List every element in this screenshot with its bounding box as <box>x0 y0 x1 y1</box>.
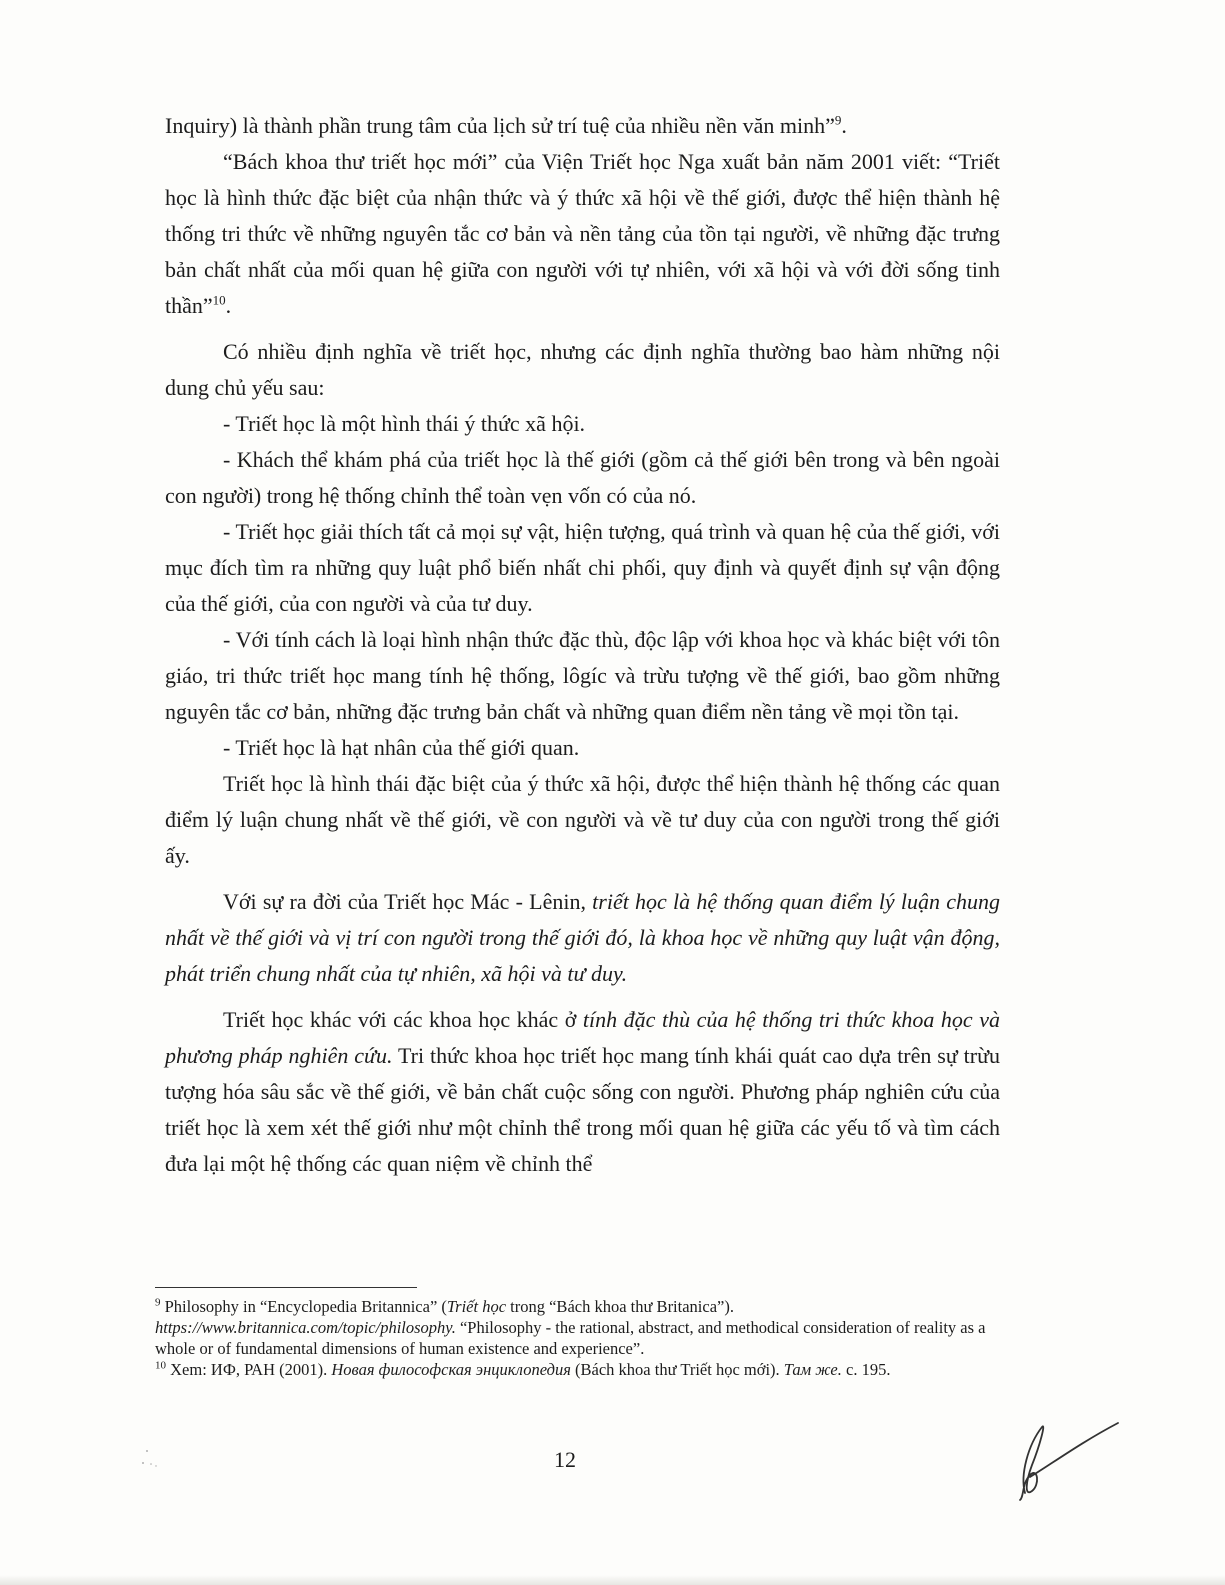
text-run: - Triết học là một hình thái ý thức xã hội. <box>223 411 586 436</box>
text-run: . <box>225 293 232 318</box>
signature-icon <box>980 1405 1120 1505</box>
paragraph <box>165 334 1000 406</box>
footnote <box>155 1359 990 1380</box>
text-run: (Bách khoa thư Triết học mới). <box>570 1360 784 1379</box>
italic-text: Новая философская энциклопедия <box>331 1360 571 1379</box>
italic-text: tính đặc thù của hệ thống tri thức khoa học và phương pháp nghiên cứu. <box>165 1007 1001 1068</box>
text-run: Triết học là hình thái đặc biệt của ý thức xã hội, được thể hiện thành hệ thống các quan điểm lý luận chung nhất về thế giới, về con người và về tư duy của con người trong thế giới ấy. <box>165 771 1000 868</box>
paragraph <box>165 406 1000 442</box>
paragraph <box>165 108 1000 144</box>
italic-text: Triết học <box>446 1297 507 1316</box>
text-run: - Khách thể khám phá của triết học là thế giới (gồm cả thế giới bên trong và bên ngoài con người) trong hệ thống chỉnh thể toàn vẹn vốn có của nó. <box>165 447 1000 508</box>
text-run: - Triết học là hạt nhân của thế giới quan. <box>223 735 580 760</box>
footnotes <box>155 1296 990 1380</box>
text-run: с. 195. <box>841 1360 891 1379</box>
paragraph <box>165 144 1000 324</box>
footnote-ref: 10 <box>155 1359 166 1372</box>
text-run: - Triết học giải thích tất cả mọi sự vật, hiện tượng, quá trình và quan hệ của thế giới, với mục đích tìm ra những quy luật phổ biến nhất chi phối, quy định và quyết định sự vận động của thế giới, của con người và của tư duy. <box>165 519 1000 616</box>
scan-edge <box>0 1575 1225 1585</box>
text-run: Với sự ra đời của Triết học Mác - Lênin, <box>223 889 593 914</box>
italic-text: triết học là hệ thống quan điểm lý luận chung nhất về thế giới và vị trí con người trong thế giới đó, là khoa học về những quy luật vận động, phát triển chung nhất của tự nhiên, xã hội và tư duy. <box>165 889 1000 986</box>
footnote-ref: 9 <box>155 1296 161 1309</box>
text-run: . <box>841 113 847 138</box>
text-run: trong “Bách khoa thư Britanica”). <box>506 1297 734 1316</box>
paragraph <box>165 1002 1000 1182</box>
italic-text: Там же. <box>783 1360 842 1379</box>
paragraph <box>165 514 1000 622</box>
paragraph <box>165 730 1000 766</box>
body-text <box>165 108 1000 1182</box>
text-run: Inquiry) là thành phần trung tâm của lịch sử trí tuệ của nhiều nền văn minh” <box>165 113 835 138</box>
footnote-ref: 10 <box>212 292 226 308</box>
paragraph <box>165 766 1000 874</box>
text-run: Tri thức khoa học triết học mang tính khái quát cao dựa trên sự trừu tượng hóa sâu sắc về thế giới, về bản chất cuộc sống con người. Phương pháp nghiên cứu của triết học là xem xét thế giới như một chỉnh thể trong mối quan hệ giữa các yếu tố và tìm cách đưa lại một hệ thống các quan niệm về chỉnh thể <box>165 1043 1000 1176</box>
paragraph <box>165 622 1000 730</box>
footnote <box>155 1296 990 1359</box>
text-run: Xem: ИФ, РАН (2001). <box>166 1360 332 1379</box>
text-run: “Philosophy - the rational, abstract, and methodical consideration of reality as a whole or of fundamental dimensions of human existence and experience”. <box>155 1318 986 1358</box>
text-run: Philosophy in “Encyclopedia Britannica” ( <box>160 1297 447 1316</box>
text-run: Có nhiều định nghĩa về triết học, nhưng các định nghĩa thường bao hàm những nội dung chủ yếu sau: <box>165 339 1000 400</box>
page-number: 12 <box>554 1447 576 1472</box>
paragraph <box>165 442 1000 514</box>
text-run: - Với tính cách là loại hình nhận thức đặc thù, độc lập với khoa học và khác biệt với tôn giáo, tri thức triết học mang tính hệ thống, lôgíc và trừu tượng về thế giới, bao gồm những nguyên tắc cơ bản, những đặc trưng bản chất và những quan điểm nền tảng về mọi tồn tại. <box>165 627 1000 724</box>
italic-text: https://www.britannica.com/topic/philosophy. <box>155 1318 456 1337</box>
paragraph <box>165 884 1000 992</box>
text-run: “Bách khoa thư triết học mới” của Viện Triết học Nga xuất bản năm 2001 viết: “Triết học là hình thức đặc biệt của nhận thức và ý thức xã hội về thế giới, được thể hiện thành hệ thống tri thức về những nguyên tắc cơ bản và nền tảng của tồn tại người, về những đặc trưng bản chất nhất của mối quan hệ giữa con người với tự nhiên, với xã hội và với đời sống tinh thần” <box>165 149 1000 318</box>
scan-speck-icon <box>135 1445 165 1475</box>
footnote-ref: 9 <box>834 112 842 128</box>
footnote-separator <box>155 1287 417 1288</box>
text-run: Triết học khác với các khoa học khác ở <box>223 1007 583 1032</box>
